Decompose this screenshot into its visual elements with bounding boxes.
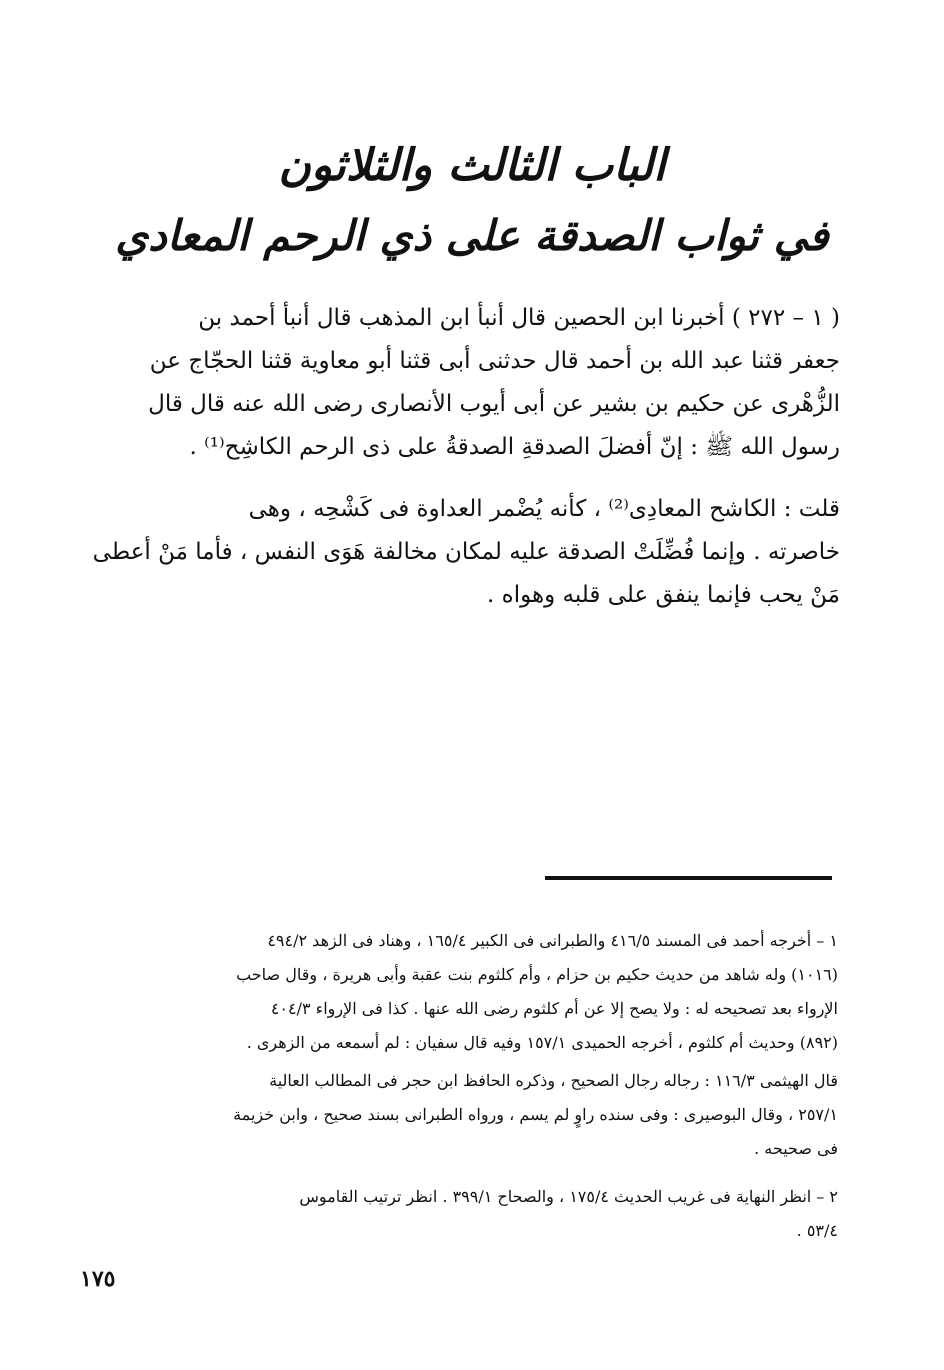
footnote-line: (١٠١٦) وله شاهد من حديث حكيم بن حزام ، وأم كلثوم بنت عقبة وأبى هريرة ، وقال صاحب [236, 965, 838, 984]
chapter-subtitle: في ثواب الصدقة على ذي الرحم المعادي [115, 211, 829, 260]
commentary-line: خاصرته . وإنما فُضِّلَتْ الصدقة عليه لمكان مخالفة هَوَى النفس ، فأما مَنْ أعطى [92, 539, 840, 565]
footnote-line: ٥٣/٤ . [796, 1221, 838, 1240]
hadith-paragraph [96, 297, 840, 469]
hadith-line: جعفر قثنا عبد الله بن أحمد قال حدثنى أبى قثنا أبو معاوية قثنا الحجّاج عن [149, 348, 840, 374]
hadith-line: رسول الله ﷺ : إنّ أفضلَ الصدقةِ الصدقةُ على ذى الرحم الكاشِح⁽¹⁾ . [189, 434, 840, 460]
chapter-title: الباب الثالث والثلاثون [278, 140, 666, 191]
footnote-line: فى صحيحه . [754, 1139, 838, 1158]
footnote-1 [82, 924, 838, 1060]
commentary-paragraph [92, 488, 840, 617]
footnote-line: قال الهيثمى ١١٦/٣ : رجاله رجال الصحيح ، وذكره الحافظ ابن حجر فى المطالب العالية [269, 1071, 838, 1090]
footnote-line: الإرواء بعد تصحيحه له : ولا يصح إلا عن أم كلثوم رضى الله عنها . كذا فى الإرواء ٤٠٤/٣ [270, 999, 838, 1018]
footnote-2 [82, 1180, 838, 1248]
footnote-line: ١ – أخرجه أحمد فى المسند ٤١٦/٥ والطبرانى فى الكبير ١٦٥/٤ ، وهناد فى الزهد ٤٩٤/٢ [267, 931, 838, 950]
commentary-line: قلت : الكاشح المعادِى⁽²⁾ ، كأنه يُضْمر العداوة فى كَشْحِه ، وهى [248, 496, 840, 522]
hadith-line: الزُّهْرى عن حكيم بن بشير عن أبى أيوب الأنصارى رضى الله عنه قال قال [148, 391, 840, 417]
hadith-line: ( ١ – ٢٧٢ ) أخبرنا ابن الحصين قال أنبأ ابن المذهب قال أنبأ أحمد بن [198, 305, 840, 331]
footnote-1-continued [82, 1064, 838, 1166]
footnote-separator [545, 876, 832, 880]
page-number: ١٧٥ [80, 1266, 116, 1292]
commentary-line: مَنْ يحب فإنما ينفق على قلبه وهواه . [487, 582, 840, 608]
footnote-line: ٢ – انظر النهاية فى غريب الحديث ١٧٥/٤ ، والصحاح ٣٩٩/١ . انظر ترتيب القاموس [299, 1187, 838, 1206]
footnote-line: ٢٥٧/١ ، وقال البوصيرى : وفى سنده راوٍ لم يسم ، ورواه الطبرانى بسند صحيح ، وابن خزيمة [233, 1105, 838, 1124]
footnote-line: (٨٩٢) وحديث أم كلثوم ، أخرجه الحميدى ١٥٧/١ وفيه قال سفيان : لم أسمعه من الزهرى . [246, 1033, 838, 1052]
